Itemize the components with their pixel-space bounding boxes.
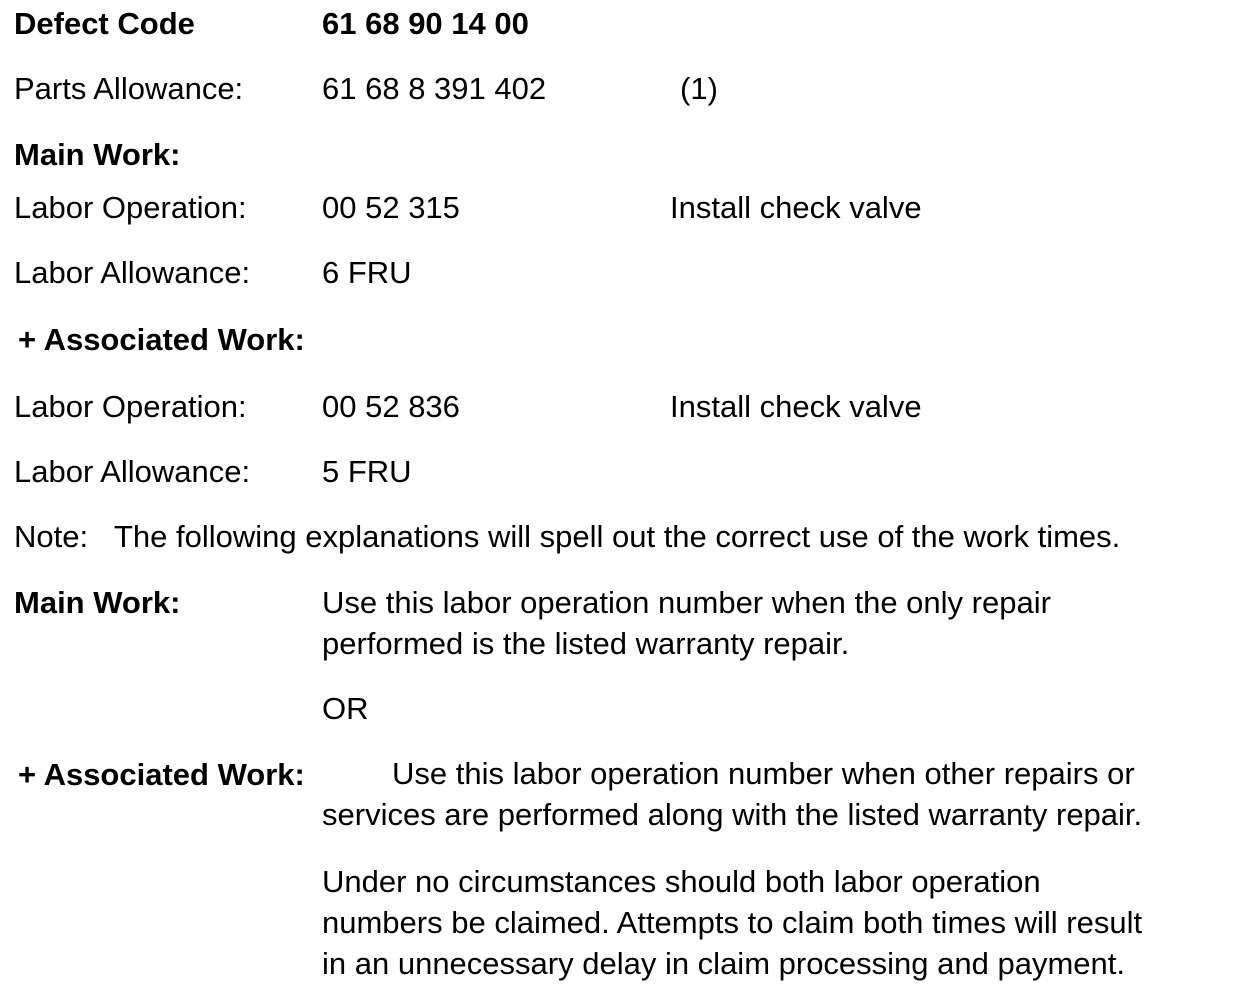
defect-code-value: 61 68 90 14 00	[322, 6, 529, 41]
explanation-assoc-label: + Associated Work:	[18, 757, 305, 792]
explanation-assoc-line-2: services are performed along with the listed warranty repair.	[322, 797, 1143, 832]
warning-line-1: Under no circumstances should both labor operation	[322, 864, 1041, 899]
main-labor-operation-value: 00 52 315	[322, 190, 460, 225]
defect-code-label: Defect Code	[14, 6, 195, 41]
assoc-labor-operation-desc: Install check valve	[670, 389, 922, 424]
main-labor-operation-label: Labor Operation:	[14, 190, 247, 225]
warning-line-3: in an unnecessary delay in claim processing and payment.	[322, 946, 1126, 981]
explanation-or: OR	[322, 691, 369, 726]
assoc-labor-operation-value: 00 52 836	[322, 389, 460, 424]
explanation-main-label: Main Work:	[14, 585, 181, 620]
main-labor-allowance-label: Labor Allowance:	[14, 255, 251, 290]
parts-allowance-note: (1)	[680, 71, 718, 106]
note-text: The following explanations will spell out the correct use of the work times.	[114, 519, 1121, 554]
associated-work-heading: + Associated Work:	[18, 322, 305, 357]
assoc-labor-allowance-label: Labor Allowance:	[14, 454, 251, 489]
main-labor-operation-desc: Install check valve	[670, 190, 922, 225]
parts-allowance-value: 61 68 8 391 402	[322, 71, 547, 106]
main-labor-allowance-value: 6 FRU	[322, 255, 412, 290]
warning-line-2: numbers be claimed. Attempts to claim both times will result	[322, 905, 1143, 940]
explanation-main-line-2: performed is the listed warranty repair.	[322, 626, 850, 661]
assoc-labor-operation-label: Labor Operation:	[14, 389, 247, 424]
note-label: Note:	[14, 519, 89, 554]
assoc-labor-allowance-value: 5 FRU	[322, 454, 412, 489]
parts-allowance-label: Parts Allowance:	[14, 71, 244, 106]
explanation-main-line-1: Use this labor operation number when the only repair	[322, 585, 1051, 620]
main-work-heading: Main Work:	[14, 137, 181, 172]
explanation-assoc-line-1: Use this labor operation number when other repairs or	[392, 756, 1135, 791]
